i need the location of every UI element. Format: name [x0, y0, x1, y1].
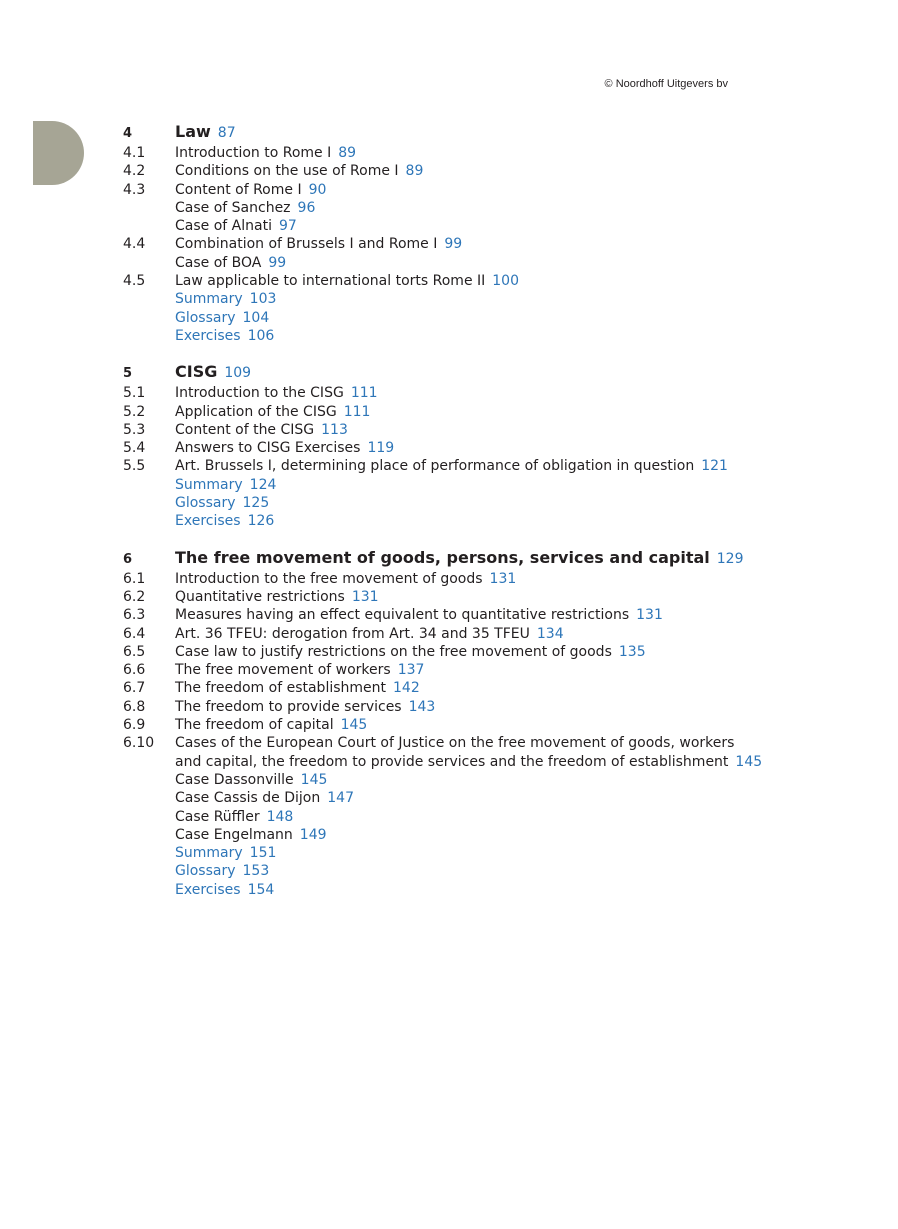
section-number: 6.4	[123, 625, 146, 642]
toc-entry[interactable]	[123, 716, 763, 734]
toc-chapter-6	[123, 548, 763, 899]
section-number: 4.2	[123, 163, 146, 180]
toc-entry[interactable]	[123, 181, 763, 199]
section-title: Application of the CISG	[175, 403, 337, 420]
page-number-link[interactable]: 126	[247, 513, 275, 530]
section-title: Exercises	[175, 881, 241, 898]
page-number-link[interactable]: 149	[299, 826, 327, 843]
page-number-link[interactable]: 89	[338, 145, 357, 161]
page-number-link[interactable]: 96	[297, 199, 316, 216]
chapter-number: 5	[123, 366, 133, 382]
toc-entry[interactable]	[123, 512, 763, 530]
page-number-link[interactable]: 143	[408, 698, 436, 715]
section-number: 5.5	[123, 458, 146, 475]
section-title: Content of the CISG	[175, 421, 315, 438]
toc-entry[interactable]	[123, 439, 763, 457]
section-number: 4.3	[123, 181, 146, 198]
section-title: Art. 36 TFEU: derogation from Art. 34 and 35 TFEU	[175, 625, 530, 642]
toc-entry[interactable]	[123, 217, 763, 235]
toc-chapter-5	[123, 362, 763, 530]
toc-entry[interactable]	[123, 679, 763, 697]
section-title: Conditions on the use of Rome I	[175, 163, 399, 180]
page-number-link[interactable]: 119	[367, 440, 395, 457]
section-title: Content of Rome I	[175, 181, 302, 198]
page-number-link[interactable]: 125	[242, 495, 270, 512]
section-title: Art. Brussels I, determining place of performance of obligation in question	[175, 458, 695, 475]
chapter-title: The free movement of goods, persons, services and capital	[175, 547, 710, 567]
section-number: 4.1	[123, 145, 146, 161]
toc-entry[interactable]	[123, 881, 763, 899]
toc-entry[interactable]	[123, 588, 763, 606]
section-title: Summary	[175, 476, 243, 493]
chapter-title: CISG	[175, 362, 218, 382]
section-title: Introduction to the free movement of goods	[175, 570, 483, 587]
toc-entry[interactable]	[123, 254, 763, 272]
section-number: 6.6	[123, 662, 146, 679]
section-title: Glossary	[175, 495, 236, 512]
section-title: Answers to CISG Exercises	[175, 440, 361, 457]
page-number-link[interactable]: 99	[268, 254, 287, 271]
page-number-link[interactable]: 142	[393, 680, 420, 697]
section-title: Combination of Brussels I and Rome I	[175, 236, 438, 253]
section-title: The freedom of capital	[175, 717, 334, 734]
toc-entry[interactable]	[123, 771, 763, 789]
section-title: Exercises	[175, 513, 241, 530]
page-number-link[interactable]: 145	[735, 753, 763, 770]
page-number-link[interactable]: 154	[247, 881, 275, 898]
page-number-link[interactable]: 134	[536, 625, 564, 642]
toc-entry[interactable]	[123, 789, 763, 807]
toc-chapter-heading[interactable]	[123, 548, 763, 570]
section-title: Summary	[175, 291, 243, 308]
page-number-link[interactable]: 106	[247, 327, 275, 344]
section-title: Cases of the European Court of Justice on the free movement of goods, workers and capital, the freedom to provide services and the freedom of establishment	[175, 735, 735, 770]
page-number-link[interactable]: 104	[242, 309, 270, 326]
toc-entry[interactable]	[123, 476, 763, 494]
section-title: Exercises	[175, 327, 241, 344]
section-number: 4.5	[123, 273, 146, 290]
page-number-link[interactable]: 109	[224, 365, 252, 382]
toc-entry[interactable]	[123, 162, 763, 180]
section-number: 5.4	[123, 440, 146, 457]
toc-entry[interactable]	[123, 494, 763, 512]
page-number-link[interactable]: 89	[405, 163, 424, 180]
section-number: 5.3	[123, 421, 146, 438]
page-number-link[interactable]: 148	[266, 808, 294, 825]
toc-entry[interactable]	[123, 606, 763, 624]
page-number-link[interactable]: 99	[444, 236, 463, 253]
page-number-link[interactable]: 121	[701, 458, 728, 475]
toc-entry[interactable]	[123, 309, 763, 327]
page-number-link[interactable]: 87	[217, 125, 236, 141]
toc-entry[interactable]	[123, 625, 763, 643]
section-number: 6.2	[123, 588, 146, 605]
page-number-link[interactable]: 135	[618, 643, 646, 660]
page-number-link[interactable]: 145	[300, 771, 328, 788]
toc-entry[interactable]	[123, 808, 763, 826]
toc-entry[interactable]	[123, 570, 763, 588]
section-title: Summary	[175, 845, 243, 862]
section-title: Glossary	[175, 863, 236, 880]
section-title: Quantitative restrictions	[175, 588, 345, 605]
page-number-link[interactable]: 131	[636, 607, 663, 624]
page-number-link[interactable]: 100	[492, 273, 519, 290]
toc-entry[interactable]	[123, 199, 763, 217]
toc-entry[interactable]	[123, 290, 763, 308]
section-number: 5.1	[123, 385, 146, 402]
toc-entry[interactable]	[123, 327, 763, 345]
page-number-link[interactable]: 111	[343, 403, 371, 420]
page-number-link[interactable]: 90	[308, 181, 327, 198]
section-title: Measures having an effect equivalent to quantitative restrictions	[175, 607, 630, 624]
page-number-link[interactable]: 111	[350, 385, 378, 402]
section-title: Case Dassonville	[175, 771, 294, 788]
section-title: Case law to justify restrictions on the free movement of goods	[175, 643, 612, 660]
page-number-link[interactable]: 131	[351, 588, 379, 605]
page-number-link[interactable]: 124	[249, 476, 277, 493]
page-number-link[interactable]: 147	[327, 790, 354, 807]
toc-entry[interactable]	[123, 734, 763, 771]
page-number-link[interactable]: 145	[340, 717, 368, 734]
toc-entry[interactable]	[123, 661, 763, 679]
toc-entry[interactable]	[123, 403, 763, 421]
toc-entry[interactable]	[123, 826, 763, 844]
toc-entry[interactable]	[123, 698, 763, 716]
section-number: 6.3	[123, 607, 146, 624]
section-title: The freedom to provide services	[175, 698, 402, 715]
section-number: 6.10	[123, 735, 155, 752]
section-title: Case of Sanchez	[175, 199, 291, 216]
section-number: 5.2	[123, 403, 146, 420]
section-title: Case Cassis de Dijon	[175, 790, 321, 807]
chapter-tab-marker	[33, 121, 84, 185]
toc-chapter-heading[interactable]	[123, 122, 763, 144]
toc-entry[interactable]	[123, 272, 763, 290]
toc-chapter-heading[interactable]	[123, 362, 763, 384]
toc-entry[interactable]	[123, 643, 763, 661]
section-title: Case Engelmann	[175, 826, 293, 843]
chapter-number: 4	[123, 126, 133, 141]
section-number: 6.1	[123, 570, 146, 587]
toc-entry[interactable]	[123, 457, 763, 475]
page-number-link[interactable]: 97	[278, 218, 297, 235]
page-number-link[interactable]: 137	[397, 662, 425, 679]
toc-entry[interactable]	[123, 862, 763, 880]
section-title: Case Rüffler	[175, 808, 260, 825]
section-title: Glossary	[175, 309, 236, 326]
toc-chapter-4	[123, 122, 763, 345]
page-number-link[interactable]: 113	[321, 421, 348, 438]
toc-entry[interactable]	[123, 844, 763, 862]
chapter-number: 6	[123, 551, 133, 567]
section-title: The freedom of establishment	[175, 680, 386, 697]
chapter-title: Law	[175, 122, 211, 141]
toc-entry[interactable]	[123, 144, 763, 162]
section-title: Introduction to Rome I	[175, 145, 332, 161]
section-title: Case of BOA	[175, 254, 262, 271]
toc-entry[interactable]	[123, 235, 763, 253]
page-number-link[interactable]: 151	[249, 845, 277, 862]
copyright-notice: © Noordhoff Uitgevers bv	[604, 78, 728, 90]
toc-entry[interactable]	[123, 384, 763, 402]
page-number-link[interactable]: 131	[489, 570, 517, 587]
section-number: 6.9	[123, 717, 146, 734]
section-title: The free movement of workers	[175, 662, 391, 679]
section-number: 6.7	[123, 680, 146, 697]
page-number-link[interactable]: 129	[716, 550, 744, 567]
toc-entry[interactable]	[123, 421, 763, 439]
section-number: 6.8	[123, 698, 146, 715]
table-of-contents	[123, 122, 763, 916]
section-title: Introduction to the CISG	[175, 385, 344, 402]
section-number: 6.5	[123, 643, 146, 660]
page-number-link[interactable]: 103	[249, 291, 277, 308]
section-title: Law applicable to international torts Rome II	[175, 273, 486, 290]
page-number-link[interactable]: 153	[242, 863, 270, 880]
section-number: 4.4	[123, 236, 146, 253]
section-title: Case of Alnati	[175, 218, 272, 235]
